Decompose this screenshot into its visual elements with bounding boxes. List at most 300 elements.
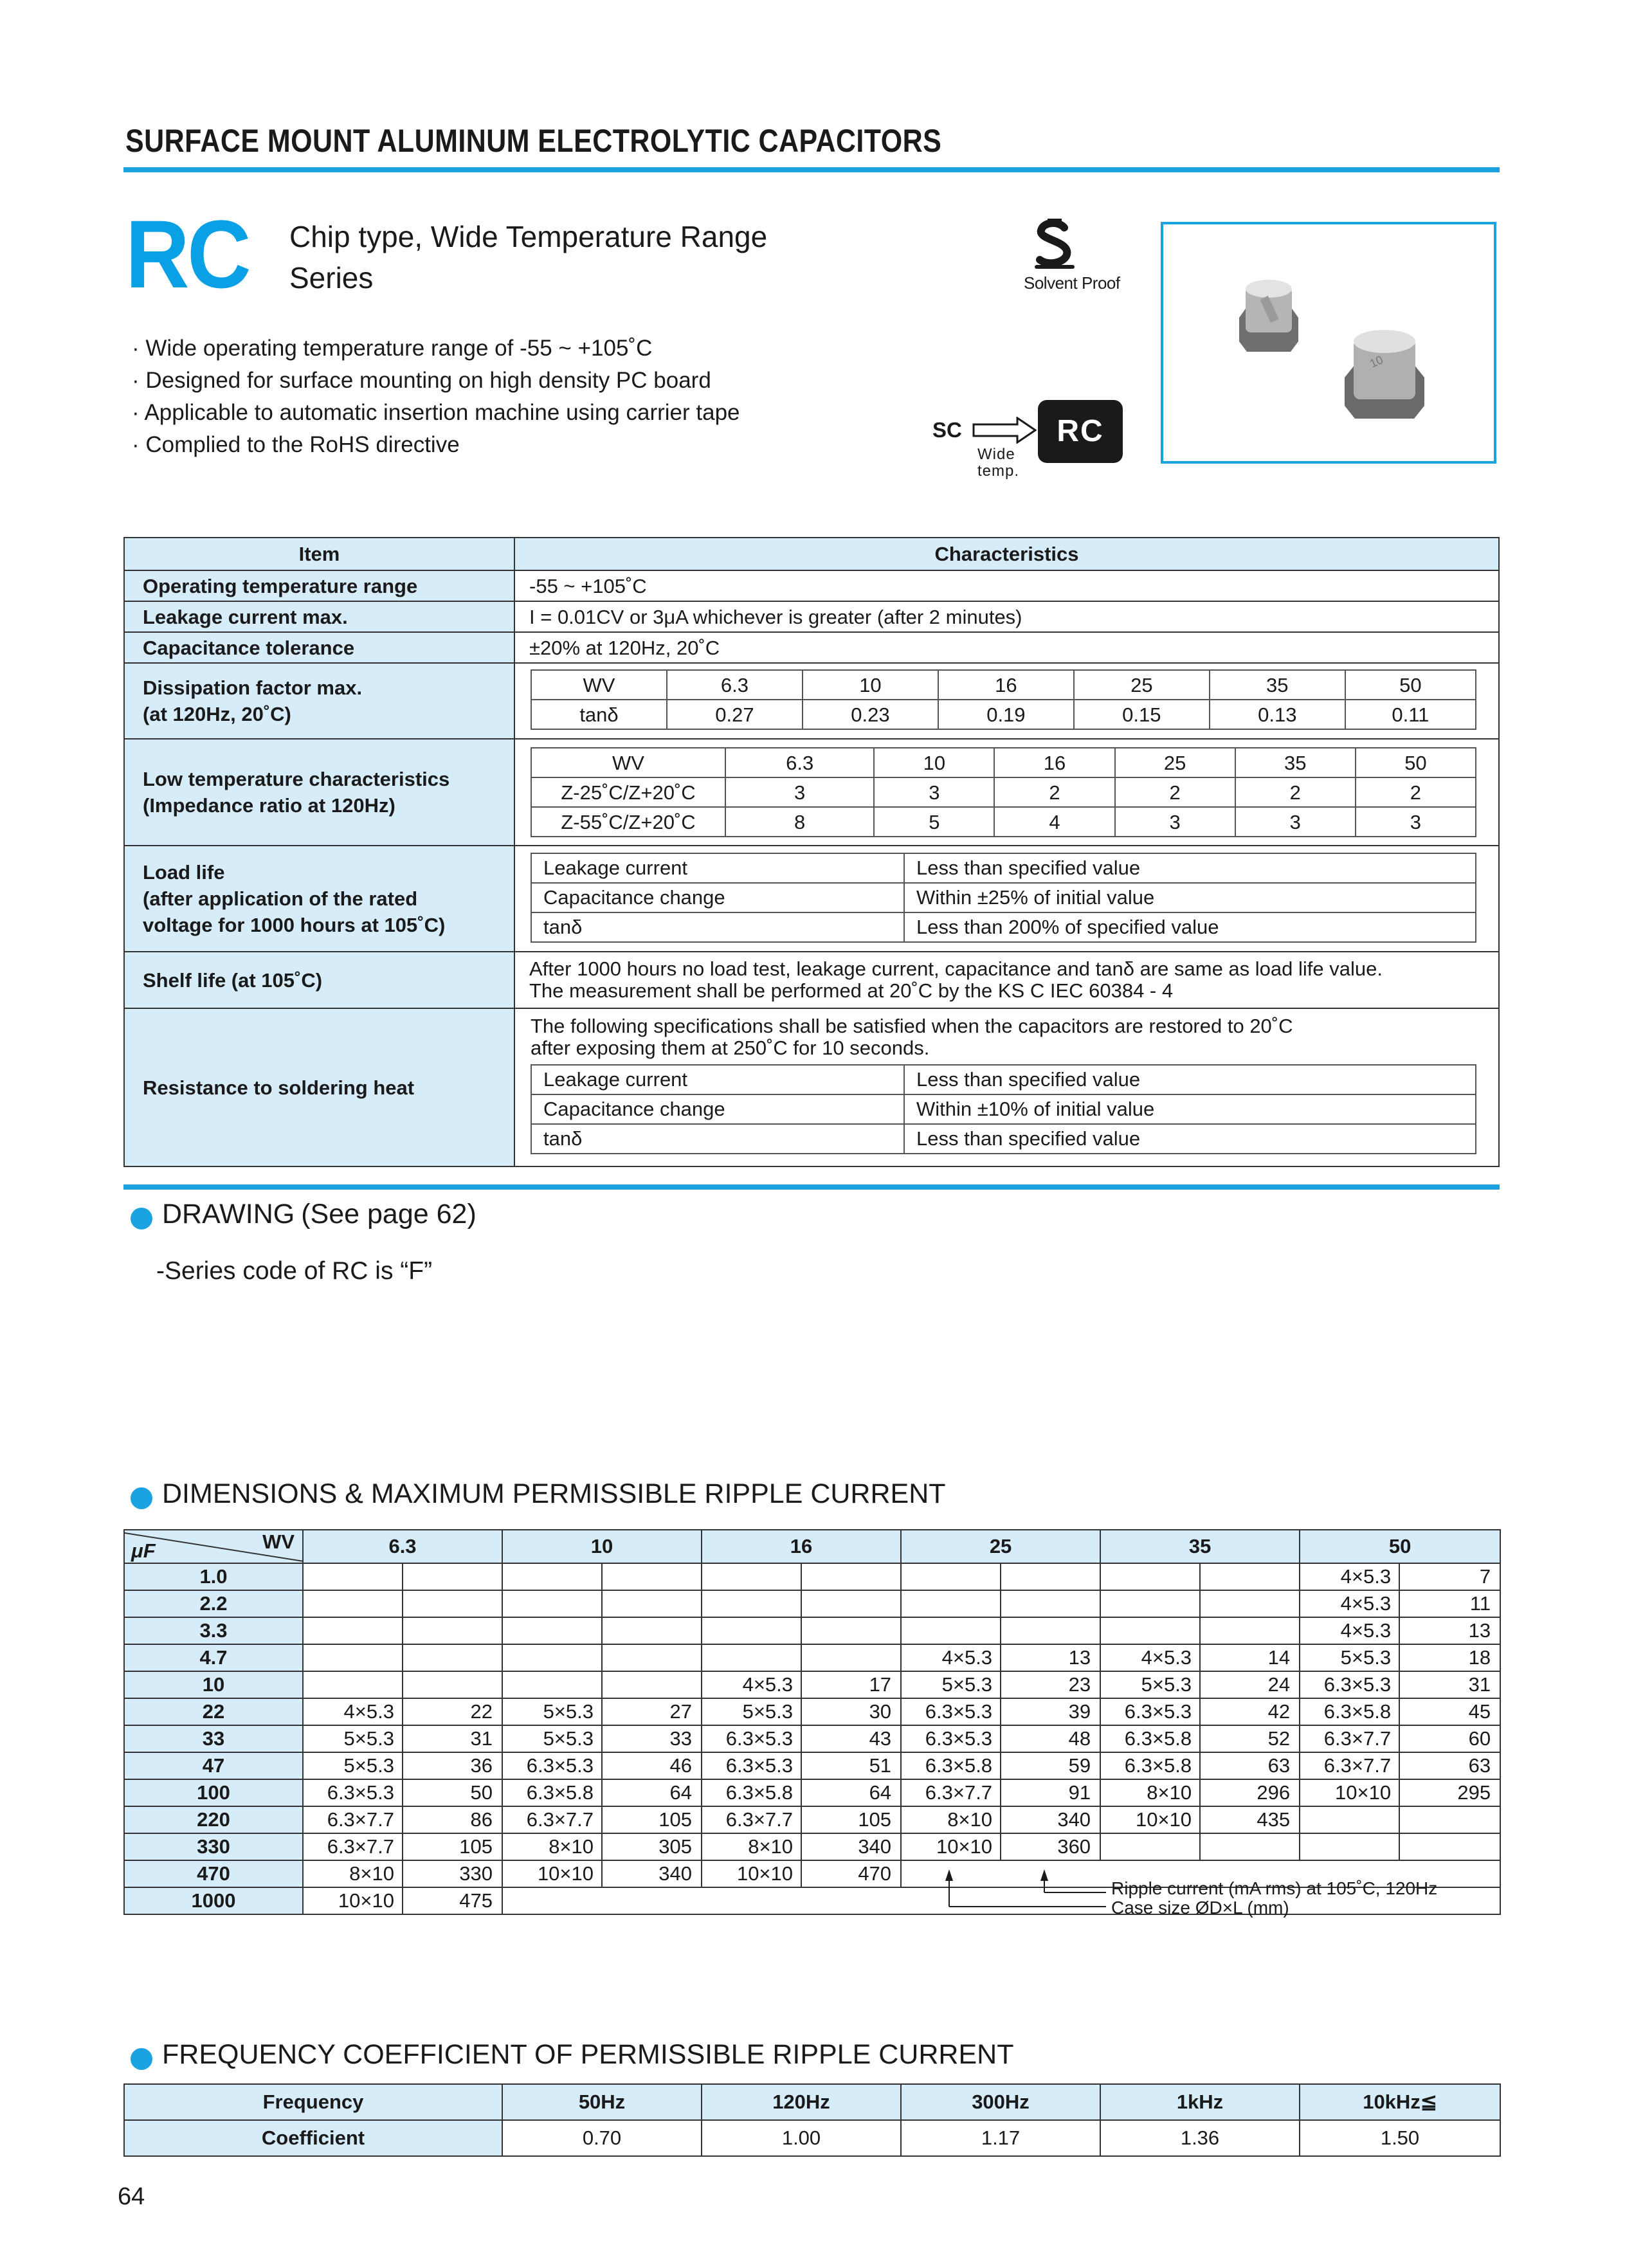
- table-row: [124, 1698, 1500, 1725]
- case-size-cell: 10×10: [702, 1860, 801, 1887]
- cell: Within ±25% of initial value: [904, 883, 1476, 912]
- case-size-cell: 5×5.3: [901, 1671, 1001, 1698]
- capacitance-cell: 33: [124, 1725, 303, 1752]
- dimensions-section-title: DIMENSIONS & MAXIMUM PERMISSIBLE RIPPLE CURRENT: [162, 1478, 946, 1509]
- voltage-header: 16: [702, 1530, 901, 1563]
- cell: 5: [874, 807, 994, 837]
- ripple-current-cell: 48: [1001, 1725, 1100, 1752]
- case-size-cell: 8×10: [901, 1806, 1001, 1833]
- case-size-cell: [1100, 1563, 1200, 1590]
- frequency-value: 120Hz: [702, 2084, 901, 2120]
- case-size-cell: [502, 1617, 602, 1644]
- ripple-current-cell: [801, 1644, 901, 1671]
- case-size-cell: [702, 1644, 801, 1671]
- soldering-text: after exposing them at 250˚C for 10 seconds.: [531, 1037, 930, 1059]
- row-label-line: Load life: [143, 861, 225, 884]
- table-row: [124, 1671, 1500, 1698]
- page-heading: SURFACE MOUNT ALUMINUM ELECTROLYTIC CAPACITORS: [125, 123, 942, 159]
- case-size-cell: [502, 1563, 602, 1590]
- characteristics-table: [123, 537, 1500, 1167]
- drawing-note: -Series code of RC is “F”: [156, 1257, 433, 1285]
- ripple-current-cell: 39: [1001, 1698, 1100, 1725]
- case-size-cell: [901, 1617, 1001, 1644]
- ripple-current-cell: 295: [1399, 1779, 1500, 1806]
- frequency-value: 50Hz: [502, 2084, 702, 2120]
- bullet-icon: [131, 2048, 152, 2070]
- ripple-current-cell: 360: [1001, 1833, 1100, 1860]
- ripple-current-cell: [403, 1590, 502, 1617]
- capacitance-cell: 2.2: [124, 1590, 303, 1617]
- cell: 6.3: [667, 670, 803, 700]
- case-size-cell: 5×5.3: [1300, 1644, 1399, 1671]
- shelf-life-text: After 1000 hours no load test, leakage current, capacitance and tanδ are same as load life value.: [529, 957, 1383, 980]
- ripple-current-cell: [1001, 1590, 1100, 1617]
- cell: Less than specified value: [904, 1065, 1476, 1094]
- dimensions-table: [123, 1529, 1501, 1915]
- row-value: [514, 663, 1499, 739]
- ripple-current-cell: 17: [801, 1671, 901, 1698]
- capacitor-illustration: [1163, 224, 1494, 461]
- series-code: RC: [125, 200, 249, 308]
- ripple-current-cell: [1001, 1617, 1100, 1644]
- row-value: [514, 952, 1499, 1008]
- corner-wv-label: WV: [262, 1530, 295, 1553]
- ripple-current-cell: 105: [801, 1806, 901, 1833]
- case-size-cell: 10×10: [502, 1860, 602, 1887]
- ripple-current-cell: [801, 1617, 901, 1644]
- ripple-current-cell: 33: [602, 1725, 702, 1752]
- ripple-current-cell: 7: [1399, 1563, 1500, 1590]
- series-title-line2: Series: [289, 261, 374, 295]
- capacitance-cell: 1000: [124, 1887, 303, 1914]
- ripple-current-cell: 64: [801, 1779, 901, 1806]
- cell: 35: [1235, 748, 1356, 777]
- ripple-current-cell: [801, 1563, 901, 1590]
- cell: tanδ: [531, 912, 904, 942]
- cell: 6.3: [725, 748, 874, 777]
- table-row: [124, 739, 1499, 846]
- cell: 25: [1115, 748, 1235, 777]
- case-size-cell: [502, 1590, 602, 1617]
- ripple-current-cell: [1001, 1563, 1100, 1590]
- capacitor-small-icon: [1239, 280, 1298, 352]
- cell: 25: [1074, 670, 1210, 700]
- ripple-current-cell: [1200, 1833, 1300, 1860]
- case-size-cell: 8×10: [1100, 1779, 1200, 1806]
- solvent-proof-icon: [1032, 219, 1077, 270]
- ripple-current-cell: [1200, 1590, 1300, 1617]
- ripple-current-cell: [403, 1644, 502, 1671]
- case-size-cell: 5×5.3: [502, 1698, 602, 1725]
- feature-item: · Wide operating temperature range of -55 ~ +105˚C: [132, 336, 653, 361]
- row-label: [124, 846, 514, 952]
- case-size-cell: [901, 1563, 1001, 1590]
- case-size-cell: 5×5.3: [702, 1698, 801, 1725]
- row-label: Operating temperature range: [124, 570, 514, 601]
- cell: 2: [1235, 777, 1356, 807]
- ripple-current-cell: 340: [1001, 1806, 1100, 1833]
- drawing-page-ref[interactable]: (See page 62): [301, 1199, 477, 1229]
- cell: 8: [725, 807, 874, 837]
- case-size-cell: 10×10: [901, 1833, 1001, 1860]
- capacitance-cell: 47: [124, 1752, 303, 1779]
- cell: Z-25˚C/Z+20˚C: [531, 777, 725, 807]
- case-size-cell: [1300, 1806, 1399, 1833]
- case-size-cell: 6.3×5.3: [901, 1698, 1001, 1725]
- cell: 0.13: [1210, 700, 1345, 729]
- table-row: [124, 952, 1499, 1008]
- cell: 16: [938, 670, 1074, 700]
- row-label: Capacitance tolerance: [124, 632, 514, 663]
- bullet-icon: [131, 1208, 152, 1229]
- feature-item: · Complied to the RoHS directive: [132, 432, 460, 457]
- row-label: [124, 739, 514, 846]
- lineage-note: [977, 446, 1019, 480]
- cell: Less than specified value: [904, 1124, 1476, 1154]
- cell: Within ±10% of initial value: [904, 1094, 1476, 1124]
- row-value: [514, 739, 1499, 846]
- ripple-current-cell: [602, 1644, 702, 1671]
- capacitance-cell: 100: [124, 1779, 303, 1806]
- cell: 2: [1356, 777, 1476, 807]
- case-size-cell: 5×5.3: [502, 1725, 602, 1752]
- case-size-cell: [1300, 1833, 1399, 1860]
- case-size-cell: [303, 1563, 403, 1590]
- cell: 0.15: [1074, 700, 1210, 729]
- ripple-current-cell: [801, 1590, 901, 1617]
- cell: 3: [1115, 807, 1235, 837]
- cell: 50: [1345, 670, 1476, 700]
- low-temp-subtable: [531, 747, 1476, 837]
- voltage-header: 6.3: [303, 1530, 502, 1563]
- cell: 3: [1356, 807, 1476, 837]
- coefficient-label: Coefficient: [124, 2120, 502, 2156]
- cell: 35: [1210, 670, 1345, 700]
- table-row: [124, 1590, 1500, 1617]
- case-size-cell: 6.3×5.8: [1100, 1725, 1200, 1752]
- case-size-cell: 6.3×5.3: [1100, 1698, 1200, 1725]
- ripple-current-cell: 340: [801, 1833, 901, 1860]
- cell: Less than specified value: [904, 853, 1476, 883]
- col-characteristics-header: Characteristics: [514, 538, 1499, 570]
- case-size-cell: 4×5.3: [702, 1671, 801, 1698]
- ripple-current-cell: 30: [801, 1698, 901, 1725]
- case-size-cell: [1100, 1833, 1200, 1860]
- ripple-current-cell: 45: [1399, 1698, 1500, 1725]
- ripple-current-cell: 63: [1399, 1752, 1500, 1779]
- case-size-cell: [1100, 1617, 1200, 1644]
- case-size-cell: 6.3×7.7: [502, 1806, 602, 1833]
- table-row: [124, 1752, 1500, 1779]
- voltage-header: 50: [1300, 1530, 1500, 1563]
- ripple-current-cell: [403, 1617, 502, 1644]
- ripple-current-cell: 18: [1399, 1644, 1500, 1671]
- cell: 0.27: [667, 700, 803, 729]
- ripple-current-cell: [602, 1563, 702, 1590]
- row-value: I = 0.01CV or 3μA whichever is greater (after 2 minutes): [514, 601, 1499, 632]
- ripple-current-cell: 43: [801, 1725, 901, 1752]
- ripple-current-cell: 24: [1200, 1671, 1300, 1698]
- table-row: [124, 1725, 1500, 1752]
- table-row: [124, 846, 1499, 952]
- ripple-current-cell: 340: [602, 1860, 702, 1887]
- corner-uf-label: μF: [131, 1539, 156, 1562]
- ripple-current-cell: 31: [403, 1725, 502, 1752]
- section-rule: [123, 1184, 1500, 1190]
- row-label: [124, 663, 514, 739]
- table-row: [124, 1617, 1500, 1644]
- frequency-section-title: FREQUENCY COEFFICIENT OF PERMISSIBLE RIPPLE CURRENT: [162, 2039, 1014, 2070]
- ripple-current-cell: 64: [602, 1779, 702, 1806]
- case-size-cell: 5×5.3: [303, 1752, 403, 1779]
- case-size-cell: 6.3×5.3: [303, 1779, 403, 1806]
- ripple-current-cell: 86: [403, 1806, 502, 1833]
- soldering-text: The following specifications shall be satisfied when the capacitors are restored to 20˚C: [531, 1015, 1293, 1037]
- solvent-proof-label: Solvent Proof: [1024, 273, 1120, 293]
- soldering-subtable: [531, 1064, 1476, 1154]
- cell: 0.19: [938, 700, 1074, 729]
- cell: 16: [994, 748, 1114, 777]
- row-label-line: (at 120Hz, 20˚C): [143, 703, 291, 725]
- voltage-header: 35: [1100, 1530, 1300, 1563]
- ripple-current-cell: 91: [1001, 1779, 1100, 1806]
- cell: Capacitance change: [531, 1094, 904, 1124]
- cell: 10: [803, 670, 938, 700]
- ripple-current-cell: [1399, 1833, 1500, 1860]
- case-size-cell: 6.3×5.8: [901, 1752, 1001, 1779]
- cell: tanδ: [531, 1124, 904, 1154]
- dissipation-subtable: [531, 669, 1476, 730]
- table-row: [124, 632, 1499, 663]
- ripple-current-cell: [1200, 1563, 1300, 1590]
- ripple-current-cell: 52: [1200, 1725, 1300, 1752]
- page-number: 64: [118, 2183, 145, 2210]
- row-label-line: voltage for 1000 hours at 105˚C): [143, 914, 446, 936]
- row-value: [514, 846, 1499, 952]
- ripple-current-cell: 475: [403, 1887, 502, 1914]
- capacitance-cell: 22: [124, 1698, 303, 1725]
- row-label-line: Dissipation factor max.: [143, 676, 363, 699]
- ripple-current-cell: 59: [1001, 1752, 1100, 1779]
- table-row: [124, 1806, 1500, 1833]
- case-size-cell: 4×5.3: [901, 1644, 1001, 1671]
- case-size-cell: [702, 1617, 801, 1644]
- case-size-cell: 4×5.3: [1300, 1617, 1399, 1644]
- case-size-cell: 6.3×5.8: [502, 1779, 602, 1806]
- cell: 0.23: [803, 700, 938, 729]
- case-size-cell: 6.3×7.7: [303, 1833, 403, 1860]
- case-size-cell: 6.3×5.3: [901, 1725, 1001, 1752]
- case-size-cell: 8×10: [702, 1833, 801, 1860]
- case-size-cell: [303, 1617, 403, 1644]
- lineage-to-badge: RC: [1038, 400, 1123, 463]
- capacitance-cell: 4.7: [124, 1644, 303, 1671]
- case-size-cell: 6.3×5.8: [1300, 1698, 1399, 1725]
- product-photo: [1161, 222, 1496, 464]
- shelf-life-text: The measurement shall be performed at 20˚C by the KS C IEC 60384 - 4: [529, 979, 1174, 1002]
- lineage-note-line2: temp.: [977, 462, 1020, 480]
- frequency-label: Frequency: [124, 2084, 502, 2120]
- ripple-current-cell: 296: [1200, 1779, 1300, 1806]
- capacitance-cell: 220: [124, 1806, 303, 1833]
- cell: 50: [1356, 748, 1476, 777]
- table-row: [124, 1644, 1500, 1671]
- table-row: [124, 1779, 1500, 1806]
- case-size-cell: 6.3×7.7: [303, 1806, 403, 1833]
- cell: 3: [874, 777, 994, 807]
- cell: Leakage current: [531, 853, 904, 883]
- ripple-current-cell: [602, 1617, 702, 1644]
- case-size-cell: 6.3×5.3: [702, 1752, 801, 1779]
- ripple-current-cell: 105: [602, 1806, 702, 1833]
- ripple-current-cell: 14: [1200, 1644, 1300, 1671]
- ripple-current-cell: 27: [602, 1698, 702, 1725]
- load-life-subtable: [531, 853, 1476, 943]
- case-size-cell: 6.3×5.8: [1100, 1752, 1200, 1779]
- ripple-current-cell: [403, 1671, 502, 1698]
- bullet-icon: [131, 1487, 152, 1509]
- feature-item: · Applicable to automatic insertion machine using carrier tape: [132, 400, 740, 425]
- ripple-current-cell: 330: [403, 1860, 502, 1887]
- frequency-value: 300Hz: [901, 2084, 1100, 2120]
- series-title-line1: Chip type, Wide Temperature Range: [289, 220, 768, 253]
- cell: 3: [725, 777, 874, 807]
- case-size-cell: [502, 1644, 602, 1671]
- cell: Less than 200% of specified value: [904, 912, 1476, 942]
- row-label: Shelf life (at 105˚C): [124, 952, 514, 1008]
- case-size-cell: 6.3×7.7: [1300, 1725, 1399, 1752]
- coefficient-value: 1.17: [901, 2120, 1100, 2156]
- dimensions-body: [124, 1563, 1500, 1914]
- table-row: [124, 1008, 1499, 1166]
- feature-item: · Designed for surface mounting on high density PC board: [132, 368, 711, 393]
- ripple-current-cell: 46: [602, 1752, 702, 1779]
- cell: Capacitance change: [531, 883, 904, 912]
- frequency-value: 10kHz≦: [1300, 2084, 1500, 2120]
- ripple-current-cell: 13: [1399, 1617, 1500, 1644]
- ripple-current-cell: [1399, 1806, 1500, 1833]
- case-size-cell: 8×10: [303, 1860, 403, 1887]
- case-size-cell: [303, 1590, 403, 1617]
- cell: 4: [994, 807, 1114, 837]
- ripple-current-cell: 51: [801, 1752, 901, 1779]
- cell: 2: [994, 777, 1114, 807]
- ripple-current-cell: 31: [1399, 1671, 1500, 1698]
- case-size-cell: 5×5.3: [303, 1725, 403, 1752]
- ripple-current-cell: 23: [1001, 1671, 1100, 1698]
- case-size-cell: 6.3×5.8: [702, 1779, 801, 1806]
- capacitance-cell: 470: [124, 1860, 303, 1887]
- row-label: Resistance to soldering heat: [124, 1008, 514, 1166]
- cell: Z-55˚C/Z+20˚C: [531, 807, 725, 837]
- cell: 0.11: [1345, 700, 1476, 729]
- ripple-current-cell: 305: [602, 1833, 702, 1860]
- case-size-cell: 10×10: [1100, 1806, 1200, 1833]
- case-size-cell: 4×5.3: [303, 1698, 403, 1725]
- cell: WV: [531, 670, 667, 700]
- case-size-cell: 6.3×7.7: [702, 1806, 801, 1833]
- case-size-cell: [702, 1590, 801, 1617]
- case-size-cell: 6.3×5.3: [1300, 1671, 1399, 1698]
- table-row: [124, 663, 1499, 739]
- cell: 2: [1115, 777, 1235, 807]
- case-size-cell: [1100, 1590, 1200, 1617]
- case-size-cell: 10×10: [303, 1887, 403, 1914]
- voltage-header: 10: [502, 1530, 702, 1563]
- lineage-note-line1: Wide: [977, 446, 1015, 463]
- row-label-line: Low temperature characteristics: [143, 768, 450, 790]
- capacitance-cell: 330: [124, 1833, 303, 1860]
- frequency-value: 1kHz: [1100, 2084, 1300, 2120]
- ripple-current-cell: [403, 1563, 502, 1590]
- table-row: [124, 601, 1499, 632]
- legend-ripple: Ripple current (mA rms) at 105˚C, 120Hz: [1111, 1878, 1438, 1898]
- frequency-table: [123, 2083, 1501, 2157]
- ripple-current-cell: 60: [1399, 1725, 1500, 1752]
- coefficient-value: 1.00: [702, 2120, 901, 2156]
- case-size-cell: 10×10: [1300, 1779, 1399, 1806]
- ripple-current-cell: [602, 1590, 702, 1617]
- ripple-current-cell: 435: [1200, 1806, 1300, 1833]
- case-size-cell: 6.3×5.3: [702, 1725, 801, 1752]
- heading-rule: [123, 167, 1500, 172]
- ripple-current-cell: 105: [403, 1833, 502, 1860]
- case-size-cell: [901, 1590, 1001, 1617]
- svg-text:10: 10: [1368, 353, 1385, 370]
- ripple-current-cell: [602, 1671, 702, 1698]
- cell: tanδ: [531, 700, 667, 729]
- coefficient-value: 0.70: [502, 2120, 702, 2156]
- table-row: [124, 1833, 1500, 1860]
- legend-arrows: [913, 1868, 1112, 1913]
- drawing-title: DRAWING: [162, 1199, 295, 1229]
- ripple-current-cell: 50: [403, 1779, 502, 1806]
- capacitance-cell: 10: [124, 1671, 303, 1698]
- legend-case: Case size ØD×L (mm): [1111, 1898, 1289, 1918]
- drawing-section-title: [162, 1199, 477, 1230]
- case-size-cell: 4×5.3: [1300, 1563, 1399, 1590]
- case-size-cell: [702, 1563, 801, 1590]
- case-size-cell: 6.3×7.7: [901, 1779, 1001, 1806]
- cell: Leakage current: [531, 1065, 904, 1094]
- case-size-cell: [502, 1671, 602, 1698]
- row-label: Leakage current max.: [124, 601, 514, 632]
- cell: 10: [874, 748, 994, 777]
- ripple-current-cell: 11: [1399, 1590, 1500, 1617]
- series-title: [289, 216, 767, 298]
- case-size-cell: [303, 1671, 403, 1698]
- row-value: -55 ~ +105˚C: [514, 570, 1499, 601]
- ripple-current-cell: 13: [1001, 1644, 1100, 1671]
- case-size-cell: 4×5.3: [1300, 1590, 1399, 1617]
- ripple-current-cell: 63: [1200, 1752, 1300, 1779]
- row-label-line: (Impedance ratio at 120Hz): [143, 794, 395, 817]
- case-size-cell: 6.3×5.3: [502, 1752, 602, 1779]
- voltage-header: 25: [901, 1530, 1100, 1563]
- capacitor-large-icon: [1345, 330, 1424, 419]
- coefficient-value: 1.50: [1300, 2120, 1500, 2156]
- cell: 3: [1235, 807, 1356, 837]
- case-size-cell: 5×5.3: [1100, 1671, 1200, 1698]
- cell: WV: [531, 748, 725, 777]
- col-item-header: Item: [124, 538, 514, 570]
- ripple-current-cell: 36: [403, 1752, 502, 1779]
- ripple-current-cell: 42: [1200, 1698, 1300, 1725]
- capacitance-cell: 3.3: [124, 1617, 303, 1644]
- lineage-from-label: SC: [932, 418, 962, 442]
- ripple-current-cell: 22: [403, 1698, 502, 1725]
- table-row: [124, 570, 1499, 601]
